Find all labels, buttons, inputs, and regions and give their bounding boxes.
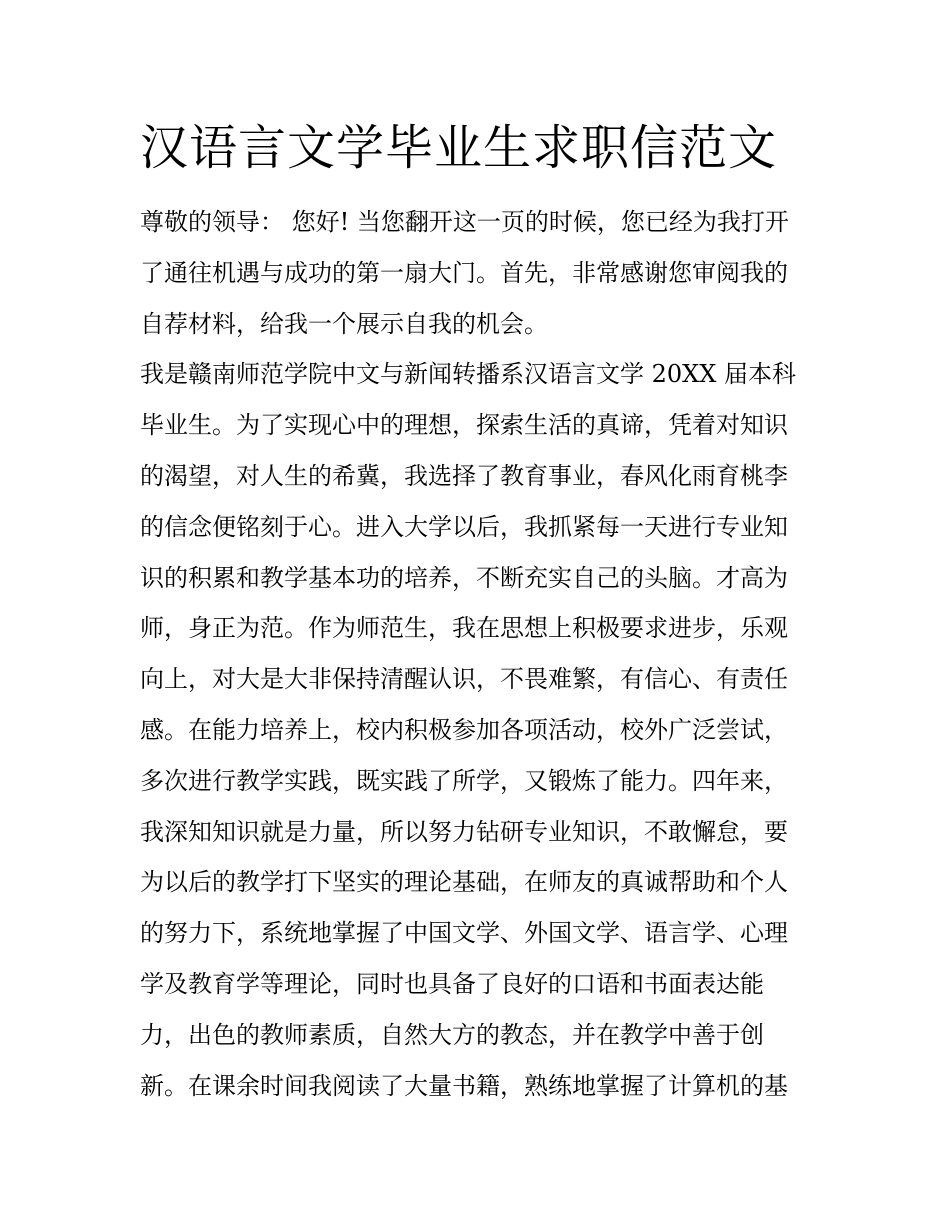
body-line: 我是赣南师范学院中文与新闻转播系汉语言文学 20XX 届本科 bbox=[140, 360, 796, 389]
body-line: 的信念便铭刻于心。进入大学以后，我抓紧每一天进行专业知 bbox=[140, 512, 788, 541]
body-line: 新。在课余时间我阅读了大量书籍，熟练地掌握了计算机的基 bbox=[140, 1071, 788, 1100]
document-title: 汉语言文学毕业生求职信范文 bbox=[140, 120, 778, 176]
document-body bbox=[140, 197, 840, 1111]
body-line: 为以后的教学打下坚实的理论基础，在师友的真诚帮助和个人 bbox=[140, 868, 788, 897]
body-line: 毕业生。为了实现心中的理想，探索生活的真谛，凭着对知识 bbox=[140, 411, 788, 440]
body-line: 多次进行教学实践，既实践了所学，又锻炼了能力。四年来， bbox=[140, 766, 788, 795]
body-line: 识的积累和教学基本功的培养，不断充实自己的头脑。才高为 bbox=[140, 563, 788, 592]
body-line: 我深知知识就是力量，所以努力钻研专业知识，不敢懈怠，要 bbox=[140, 817, 788, 846]
body-line: 的努力下，系统地掌握了中国文学、外国文学、语言学、心理 bbox=[140, 919, 788, 948]
body-line: 尊敬的领导： 您好! 当您翻开这一页的时候，您已经为我打开 bbox=[140, 208, 789, 236]
body-line: 感。在能力培养上，校内积极参加各项活动，校外广泛尝试， bbox=[140, 715, 788, 744]
body-line: 学及教育学等理论，同时也具备了良好的口语和书面表达能 bbox=[140, 969, 764, 998]
body-line: 向上，对大是大非保持清醒认识，不畏难繁，有信心、有责任 bbox=[140, 665, 788, 694]
body-line: 师，身正为范。作为师范生，我在思想上积极要求进步，乐观 bbox=[140, 614, 788, 643]
body-line: 自荐材料，给我一个展示自我的机会。 bbox=[140, 309, 548, 338]
body-line: 的渴望，对人生的希冀，我选择了教育事业，春风化雨育桃李 bbox=[140, 461, 788, 490]
body-line: 力，出色的教师素质，自然大方的教态，并在教学中善于创 bbox=[140, 1020, 764, 1049]
body-line: 了通往机遇与成功的第一扇大门。首先，非常感谢您审阅我的 bbox=[140, 258, 788, 287]
